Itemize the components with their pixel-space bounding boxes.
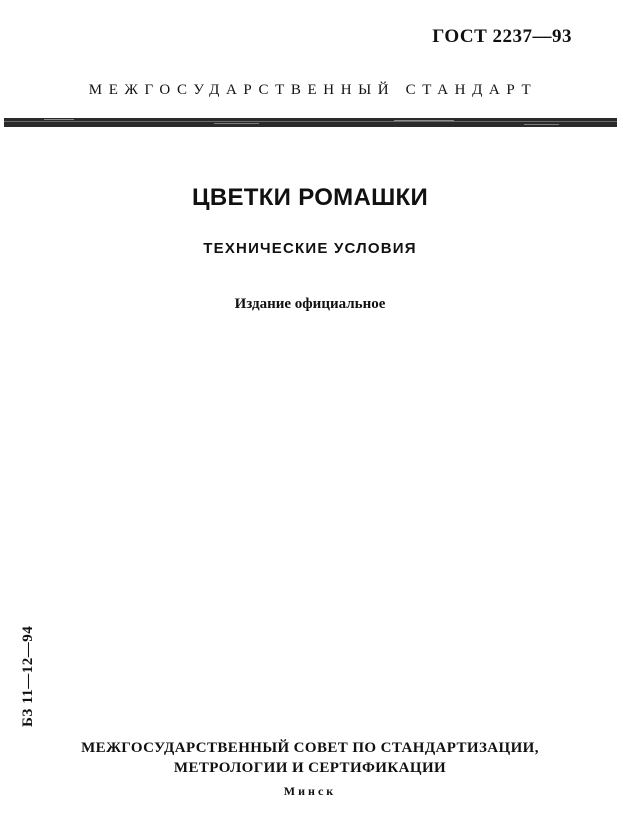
header-rule	[4, 118, 617, 127]
document-title: ЦВЕТКИ РОМАШКИ	[192, 184, 428, 211]
publisher-line-1: МЕЖГОСУДАРСТВЕННЫЙ СОВЕТ ПО СТАНДАРТИЗАЦИИ,	[81, 740, 539, 756]
standard-number: ГОСТ 2237—93	[432, 26, 572, 47]
registration-side-note: БЗ 11—12—94	[20, 625, 36, 727]
edition-note: Издание официальное	[234, 296, 386, 312]
publisher-city: Минск	[283, 784, 337, 798]
publisher-line-2: МЕТРОЛОГИИ И СЕРТИФИКАЦИИ	[173, 760, 447, 776]
document-subtitle: ТЕХНИЧЕСКИЕ УСЛОВИЯ	[203, 240, 417, 257]
publisher-block	[0, 738, 620, 801]
standard-type-heading: МЕЖГОСУДАРСТВЕННЫЙ СТАНДАРТ	[88, 82, 538, 98]
